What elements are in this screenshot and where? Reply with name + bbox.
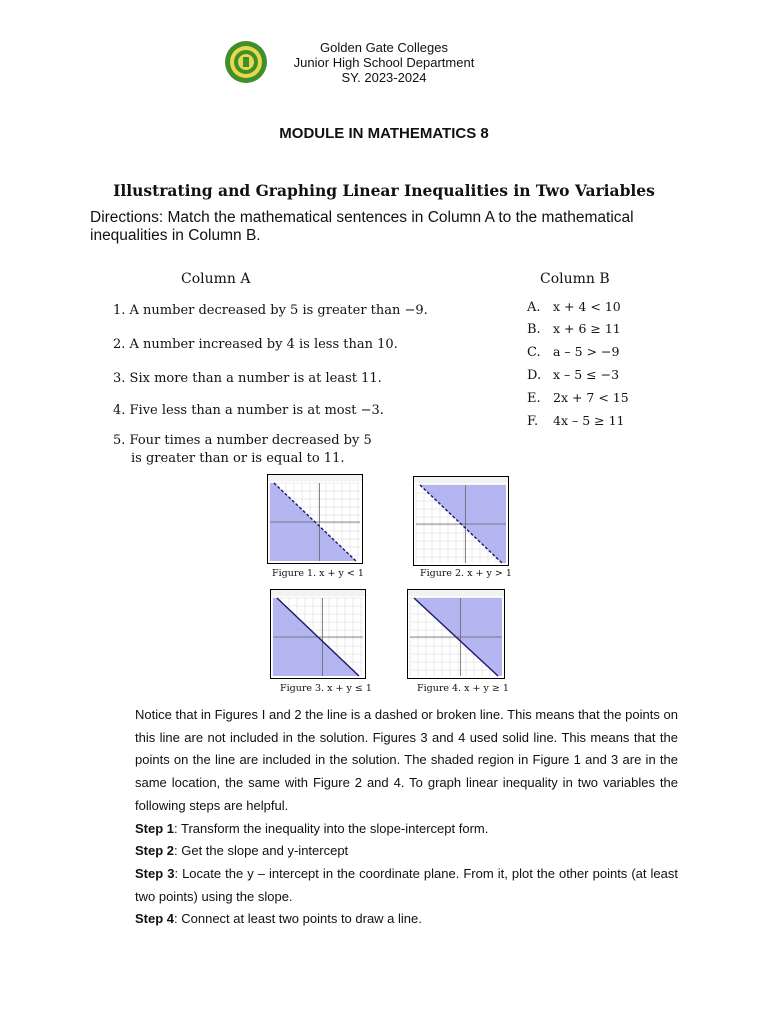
- figure-3-caption: Figure 3. x + y ≤ 1: [280, 683, 372, 694]
- column-a-item: 2. A number increased by 4 is less than 10.: [113, 337, 398, 352]
- school-name: Golden Gate Colleges: [320, 40, 448, 55]
- step-4: Step 4: Connect at least two points to draw a line.: [135, 911, 422, 927]
- figure-3-graph: [270, 589, 366, 679]
- column-b-item: F. 4x – 5 ≥ 11: [527, 413, 625, 429]
- column-b-item: E. 2x + 7 < 15: [527, 390, 629, 406]
- module-title: MODULE IN MATHEMATICS 8: [279, 125, 489, 142]
- column-a-item: is greater than or is equal to 11.: [131, 451, 345, 466]
- figure-1-caption: Figure 1. x + y < 1: [272, 568, 364, 579]
- column-a-item: 3. Six more than a number is at least 11.: [113, 371, 382, 386]
- column-a-item: 1. A number decreased by 5 is greater than −9.: [113, 303, 428, 318]
- figure-4-graph: [407, 589, 505, 679]
- column-b-item: B. x + 6 ≥ 11: [527, 321, 621, 337]
- school-year: SY. 2023-2024: [341, 70, 427, 85]
- column-a-item: 5. Four times a number decreased by 5: [113, 433, 372, 448]
- figure-1-graph: [267, 474, 363, 564]
- figure-2-caption: Figure 2. x + y > 1: [420, 568, 512, 579]
- graph-toolbar-strip: [268, 475, 362, 481]
- explanation-block: [135, 704, 678, 931]
- directions: Directions: Match the mathematical sentences in Column A to the mathematical inequalities in Column B.: [90, 209, 634, 244]
- graph-toolbar-strip: [408, 590, 504, 596]
- figure-4-caption: Figure 4. x + y ≥ 1: [417, 683, 509, 694]
- step-3: Step 3: Locate the y – intercept in the coordinate plane. From it, plot the other points (at least two points) using the slope.: [135, 865, 679, 904]
- column-a-heading: Column A: [181, 271, 251, 287]
- column-a-item: 4. Five less than a number is at most −3.: [113, 403, 384, 418]
- column-b-heading: Column B: [540, 271, 610, 287]
- step-2: Step 2: Get the slope and y-intercept: [135, 843, 349, 859]
- column-b-item: D. x – 5 ≤ −3: [527, 367, 620, 383]
- figure-2-graph: [413, 476, 509, 566]
- notice-paragraph: Notice that in Figures I and 2 the line is a dashed or broken line. This means that the points on this line are not included in the solution. Figures 3 and 4 used solid line. This means that the points on the line are included in the solution. The shaded region in Figure 1 and 3 are in the same location, the same with Figure 2 and 4. To graph linear inequality in two variables the following steps are helpful.: [135, 707, 678, 813]
- lesson-title: Illustrating and Graphing Linear Inequalities in Two Variables: [113, 181, 655, 200]
- column-b-item: A. x + 4 < 10: [527, 299, 621, 315]
- graph-toolbar-strip: [271, 590, 365, 596]
- step-1: Step 1: Transform the inequality into the slope-intercept form.: [135, 820, 489, 836]
- graph-toolbar-strip: [414, 477, 508, 483]
- column-b-item: C. a – 5 > −9: [527, 344, 620, 360]
- department-name: Junior High School Department: [293, 55, 475, 70]
